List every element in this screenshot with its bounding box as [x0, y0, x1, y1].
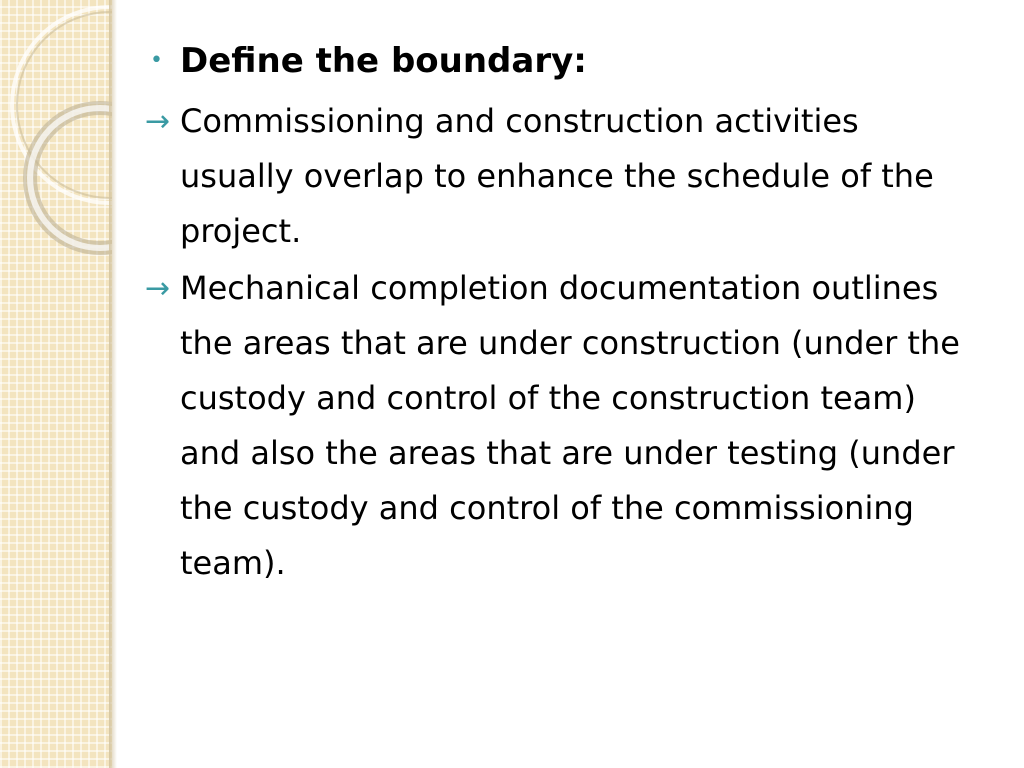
point-mechanical-completion: [145, 261, 980, 591]
decorative-rings: [0, 0, 112, 768]
bullet-dot-icon: •: [150, 48, 163, 73]
heading-bullet: [150, 38, 980, 84]
point-commissioning-overlap: [145, 94, 980, 259]
slide-content: [145, 38, 980, 591]
point-text: Commissioning and construction activities usually overlap to enhance the schedule of the project.: [180, 102, 934, 250]
point-text: Mechanical completion documentation outlines the areas that are under construction (under the custody and control of the construction team) and also the areas that are under testing (under the custody and control of the commissioning team).: [180, 269, 960, 582]
arrow-right-icon: →: [145, 104, 171, 139]
slide-heading: Define the boundary:: [180, 41, 587, 81]
side-panel-edge: [109, 0, 117, 768]
decorative-side-panel: [0, 0, 112, 768]
arrow-right-icon: →: [145, 271, 171, 306]
